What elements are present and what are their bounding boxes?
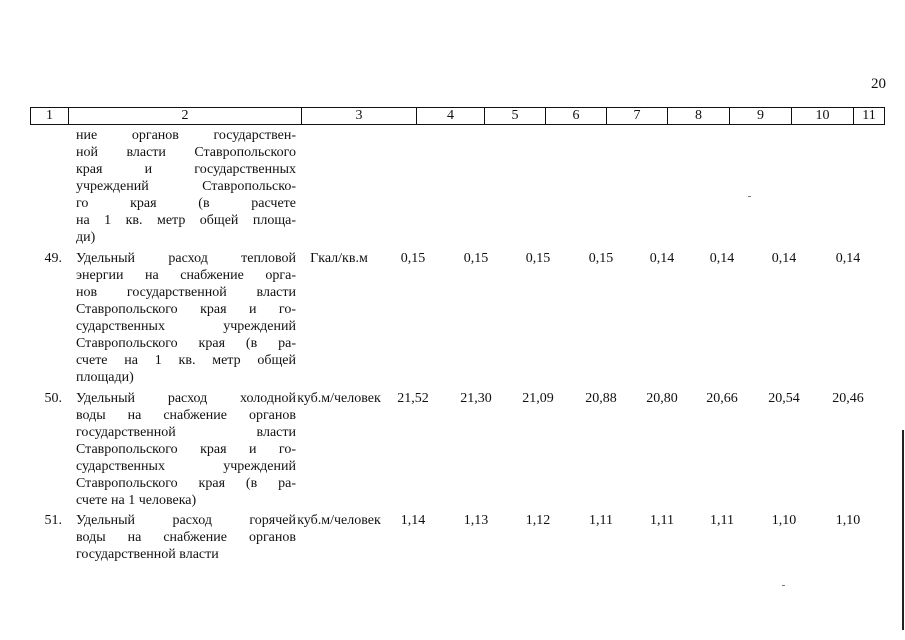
value-cell-col-7: 0,15 [588,251,614,266]
column-header-2: 2 [68,108,301,124]
row-number: 50. [44,391,62,406]
value-cell-col-9: 0,14 [709,251,735,266]
description-line: счете на 1 кв. метр общей [76,353,296,368]
column-header-4: 4 [416,108,484,124]
description-line: учреждений Ставропольско- [76,179,296,194]
description-line: ние органов государствен- [76,128,296,143]
page-number: 20 [871,76,886,92]
value-cell-col-7: 1,11 [589,513,613,528]
value-cell-col-5: 0,15 [463,251,489,266]
column-header-11: 11 [853,108,885,124]
row-description [76,512,296,563]
description-line: края и государственных [76,162,296,177]
column-header-9: 9 [729,108,791,124]
description-line: на 1 кв. метр общей площа- [76,213,296,228]
value-cell-col-8: 1,11 [650,513,674,528]
column-header-5: 5 [484,108,545,124]
description-line: Ставропольского края (в ра- [76,336,296,351]
value-cell-col-9: 1,11 [710,513,734,528]
row-number: 49. [44,251,62,266]
value-cell-col-11: 1,10 [835,513,861,528]
description-line: воды на снабжение органов [76,530,296,545]
column-header-10: 10 [791,108,853,124]
value-cell-col-10: 20,54 [768,391,800,406]
value-cell-col-5: 1,13 [463,513,489,528]
row-description [76,250,296,386]
description-line: счете на 1 человека) [76,493,197,508]
column-header-6: 6 [545,108,606,124]
scan-margin-line [902,430,904,630]
value-cell-col-6: 1,12 [525,513,551,528]
value-cell-col-6: 0,15 [525,251,551,266]
description-line: го края (в расчете [76,196,296,211]
value-cell-col-4: 1,14 [400,513,426,528]
table-header-row [30,107,885,125]
value-cell-col-9: 20,66 [706,391,738,406]
description-line: нов государственной власти [76,285,296,300]
scan-speck [782,585,785,586]
description-line: воды на снабжение органов [76,408,296,423]
description-line: энергии на снабжение орга- [76,268,296,283]
description-line: сударственных учреждений [76,459,296,474]
description-line: Удельный расход горячей [76,513,296,528]
value-cell-col-4: 21,52 [397,391,429,406]
value-cell-col-11: 20,46 [832,391,864,406]
column-header-1: 1 [30,108,68,124]
column-header-8: 8 [667,108,729,124]
description-line: Удельный расход тепловой [76,251,296,266]
value-cell-col-10: 0,14 [771,251,797,266]
column-header-7: 7 [606,108,667,124]
row-description [76,127,296,246]
value-cell-col-6: 21,09 [522,391,554,406]
value-cell-col-8: 20,80 [646,391,678,406]
row-number: 51. [44,513,62,528]
column-header-3: 3 [301,108,416,124]
description-line: государственной власти [76,547,219,562]
value-cell-col-7: 20,88 [585,391,617,406]
description-line: государственной власти [76,425,296,440]
value-cell-col-8: 0,14 [649,251,675,266]
value-cell-col-11: 0,14 [835,251,861,266]
value-cell-col-4: 0,15 [400,251,426,266]
description-line: сударственных учреждений [76,319,296,334]
description-line: площади) [76,370,134,385]
description-line: Ставропольского края и го- [76,442,296,457]
row-unit: куб.м/человек [297,391,381,406]
row-unit: куб.м/человек [297,513,381,528]
description-line: ди) [76,230,96,245]
description-line: Ставропольского края (в ра- [76,476,296,491]
row-unit: Гкал/кв.м [310,251,368,266]
description-line: Ставропольского края и го- [76,302,296,317]
value-cell-col-5: 21,30 [460,391,492,406]
value-cell-col-10: 1,10 [771,513,797,528]
row-description [76,390,296,509]
scan-speck [748,196,751,197]
description-line: ной власти Ставропольского [76,145,296,160]
description-line: Удельный расход холодной [76,391,296,406]
